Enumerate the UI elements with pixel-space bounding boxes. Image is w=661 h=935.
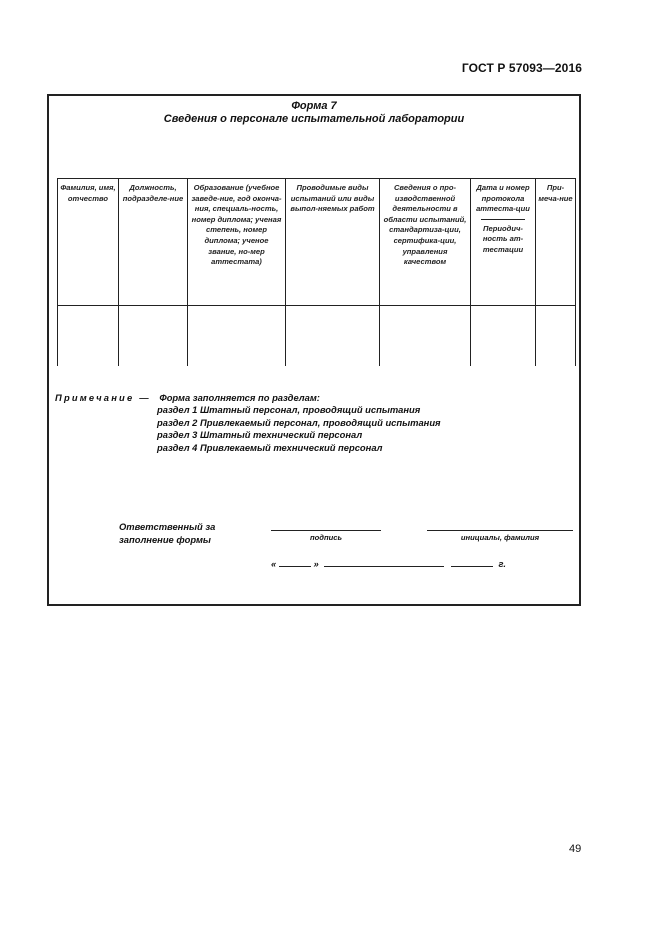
responsible-label-line: Ответственный за (119, 521, 216, 532)
table-row (58, 306, 576, 367)
month-line (324, 566, 444, 567)
name-caption: инициалы, фамилия (460, 533, 540, 542)
table-cell (286, 306, 380, 367)
column-header-activity: Сведения о про-изводственной деятельности в области испытаний, стандартиза-ции, сертифика-ции, управления качеством (380, 179, 471, 306)
form-subtitle: Сведения о персонале испытательной лаборатории (163, 113, 465, 125)
day-line (279, 566, 311, 567)
table-cell (188, 306, 286, 367)
year-suffix: г. (498, 558, 506, 569)
year-line (451, 566, 493, 567)
column-header-name: Фамилия, имя, отчество (58, 179, 119, 306)
personnel-table (57, 178, 576, 366)
date-close-quote: » (313, 558, 319, 569)
name-line (427, 530, 573, 531)
table-cell (380, 306, 471, 367)
form-title: Форма 7 (291, 100, 337, 112)
note-item: раздел 2 Привлекаемый персонал, проводящий испытания (157, 416, 441, 428)
note-intro: Форма заполняется по разделам: (159, 392, 320, 403)
note-item: раздел 1 Штатный персонал, проводящий испытания (157, 404, 421, 415)
table-cell (58, 306, 119, 367)
responsible-label-line: заполнение формы (119, 534, 211, 545)
note-item: раздел 3 Штатный технический персонал (157, 429, 363, 440)
column-header-position: Должность, подразделе-ние (119, 179, 188, 306)
note-items (157, 404, 517, 454)
document-code: ГОСТ Р 57093—2016 (461, 61, 582, 75)
column-header-attestation (471, 179, 536, 306)
attestation-divider (481, 219, 525, 220)
column-header-education: Образование (учебное заведе-ние, год оконча-ния, специаль-ность, номер диплома; ученая степень, номер диплома; ученое звание, но-мер аттестата) (188, 179, 286, 306)
attestation-period-label: Периодич-ность ат-тестации (482, 223, 524, 254)
column-header-remarks: При-меча-ние (536, 179, 576, 306)
signature-line (271, 530, 381, 531)
table-cell (536, 306, 576, 367)
page-number: 49 (569, 843, 582, 855)
table-header-row (58, 179, 576, 306)
date-open-quote: « (271, 558, 277, 569)
note-label: Примечание — (55, 392, 151, 403)
note-block (55, 392, 441, 453)
column-header-tests: Проводимые виды испытаний или виды выпол-няемых работ (286, 179, 380, 306)
form-frame (47, 94, 581, 606)
table-cell (119, 306, 188, 367)
table-cell (471, 306, 536, 367)
signature-caption: подпись (310, 533, 342, 542)
attestation-date-label: Дата и номер протокола аттеста-ции (476, 183, 530, 214)
date-row (271, 558, 506, 569)
note-item: раздел 4 Привлекаемый технический персонал (157, 441, 383, 453)
responsible-label (119, 520, 215, 546)
